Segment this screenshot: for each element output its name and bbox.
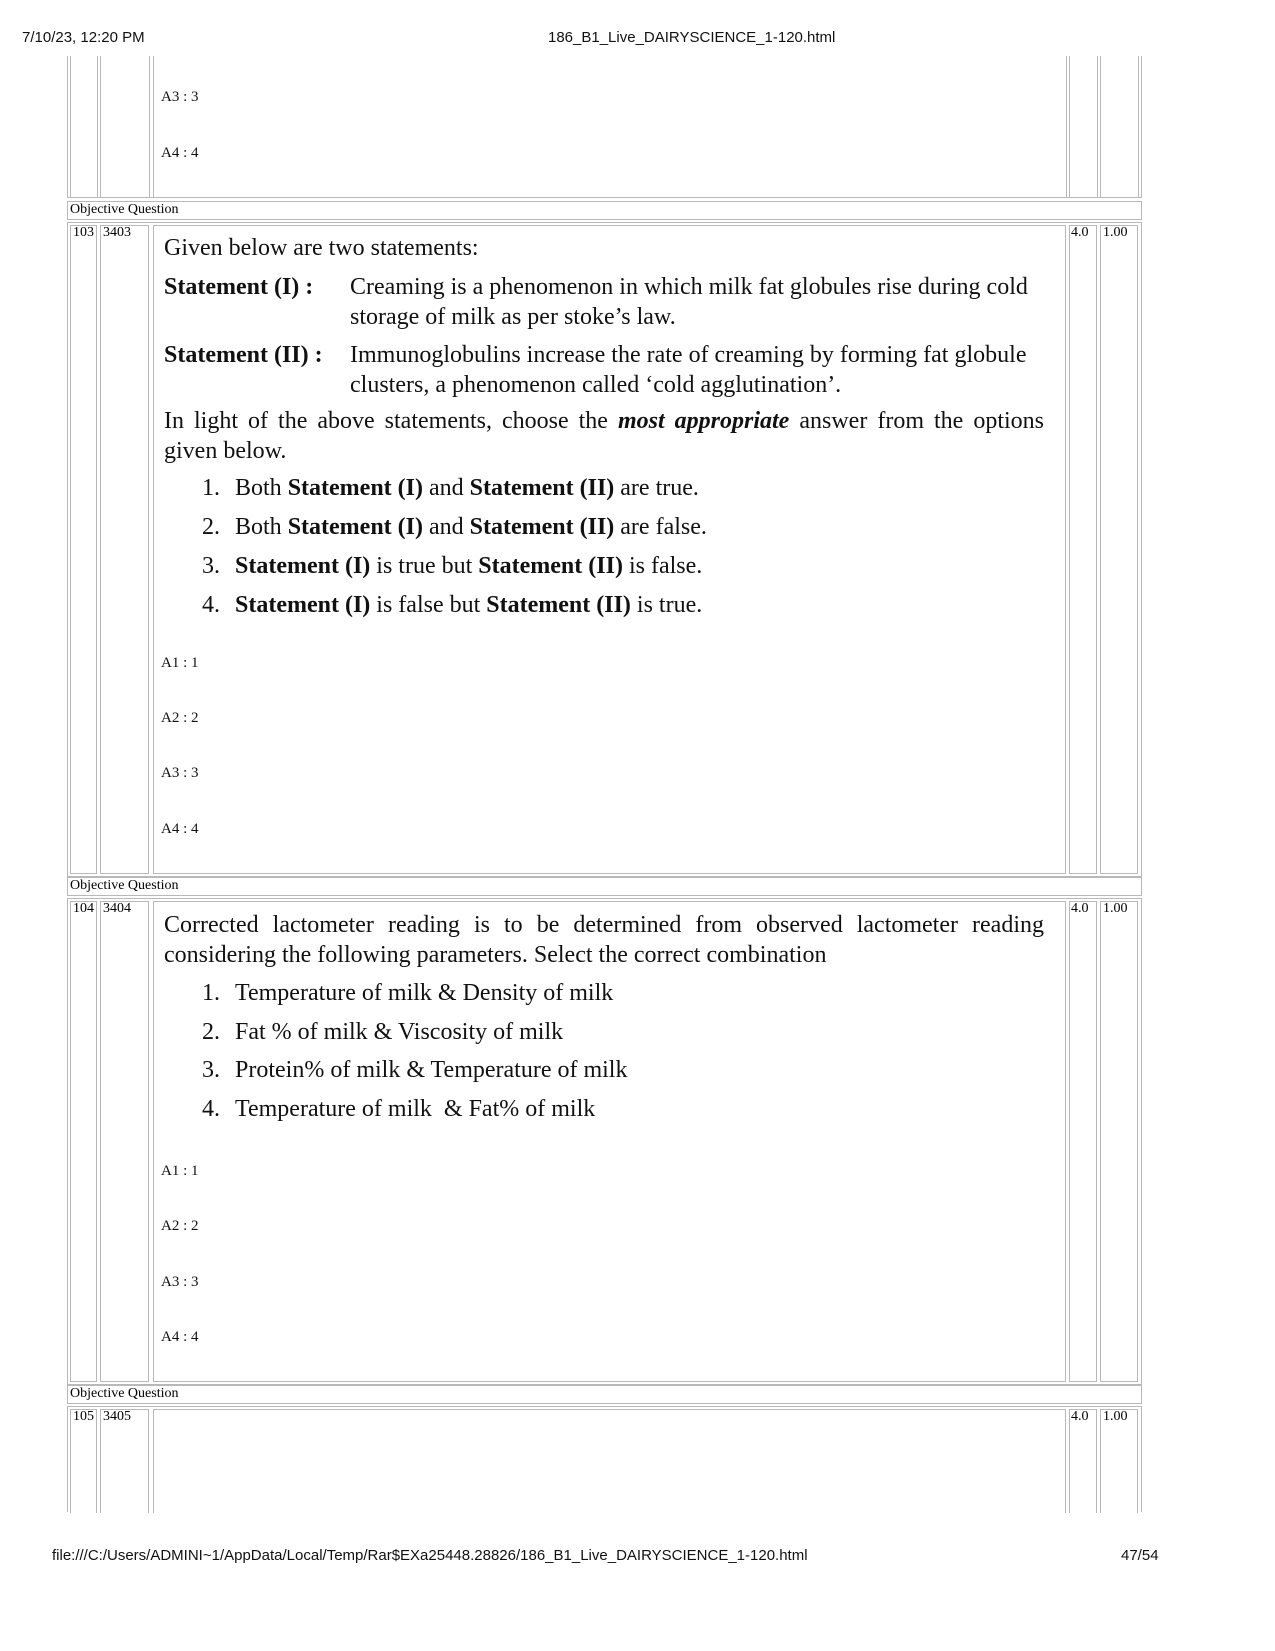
section-label-row bbox=[67, 1385, 1142, 1404]
section-label-row bbox=[67, 201, 1142, 220]
serial-number: 104 bbox=[73, 901, 94, 916]
question-id: 3405 bbox=[103, 1409, 131, 1424]
answer-option: A4 : 4 bbox=[161, 145, 199, 161]
question-text: Corrected lactometer reading is to be determined from observed lactometer reading considering the following parameters. Select the correct combination bbox=[164, 912, 1044, 968]
negative-marks: 1.00 bbox=[1103, 1409, 1128, 1424]
question-body-cell bbox=[153, 901, 1066, 1382]
section-label: Objective Question bbox=[70, 202, 179, 217]
serial-cell bbox=[70, 225, 97, 874]
question-instruction: In light of the above statements, choose the most appropriate answer from the options given below. bbox=[164, 408, 1045, 464]
answer-option: A4 : 4 bbox=[161, 1329, 199, 1345]
section-label-row bbox=[67, 877, 1142, 896]
question-body-cell bbox=[153, 1409, 1066, 1513]
negative-marks-cell bbox=[1100, 901, 1138, 1382]
marks-cell bbox=[1069, 901, 1097, 1382]
section-label: Objective Question bbox=[70, 1386, 179, 1401]
marks: 4.0 bbox=[1071, 225, 1089, 240]
marks: 4.0 bbox=[1071, 901, 1089, 916]
question-intro: Given below are two statements: bbox=[164, 235, 479, 261]
print-datetime: 7/10/23, 12:20 PM bbox=[22, 29, 145, 46]
statement-label: Statement (II) : bbox=[164, 342, 323, 368]
negative-marks: 1.00 bbox=[1103, 225, 1128, 240]
serial-number: 105 bbox=[73, 1409, 94, 1424]
answer-option: A3 : 3 bbox=[161, 89, 199, 105]
print-doc-title: 186_B1_Live_DAIRYSCIENCE_1-120.html bbox=[548, 29, 836, 46]
question-id-cell bbox=[100, 901, 149, 1382]
print-file-path: file:///C:/Users/ADMINI~1/AppData/Local/Temp/Rar$EXa25448.28826/186_B1_Live_DAIRYSCIENCE_1-120.html bbox=[52, 1547, 808, 1564]
statement-text: Creaming is a phenomenon in which milk fat globules rise during cold storage of milk as per stoke’s law. bbox=[350, 274, 1028, 330]
serial-cell bbox=[70, 901, 97, 1382]
answer-option: A3 : 3 bbox=[161, 1274, 199, 1290]
answer-option: A4 : 4 bbox=[161, 821, 199, 837]
statement-text: Immunoglobulins increase the rate of creaming by forming fat globule clusters, a phenomenon called ‘cold agglutination’. bbox=[350, 342, 1027, 398]
answer-option: A2 : 2 bbox=[161, 1218, 199, 1234]
statement-1 bbox=[164, 272, 1044, 332]
question-id: 3404 bbox=[103, 901, 131, 916]
section-label: Objective Question bbox=[70, 878, 179, 893]
question-id: 3403 bbox=[103, 225, 131, 240]
print-page-indicator: 47/54 bbox=[1121, 1547, 1159, 1564]
answer-option: A1 : 1 bbox=[161, 655, 199, 671]
negative-marks: 1.00 bbox=[1103, 901, 1128, 916]
marks: 4.0 bbox=[1071, 1409, 1089, 1424]
answer-option: A1 : 1 bbox=[161, 1163, 199, 1179]
question-id-cell bbox=[100, 225, 149, 874]
answer-option: A2 : 2 bbox=[161, 710, 199, 726]
answer-option: A3 : 3 bbox=[161, 765, 199, 781]
negative-marks-cell bbox=[1100, 225, 1138, 874]
statement-label: Statement (I) : bbox=[164, 274, 314, 300]
serial-number: 103 bbox=[73, 225, 94, 240]
statement-2 bbox=[164, 340, 1044, 400]
